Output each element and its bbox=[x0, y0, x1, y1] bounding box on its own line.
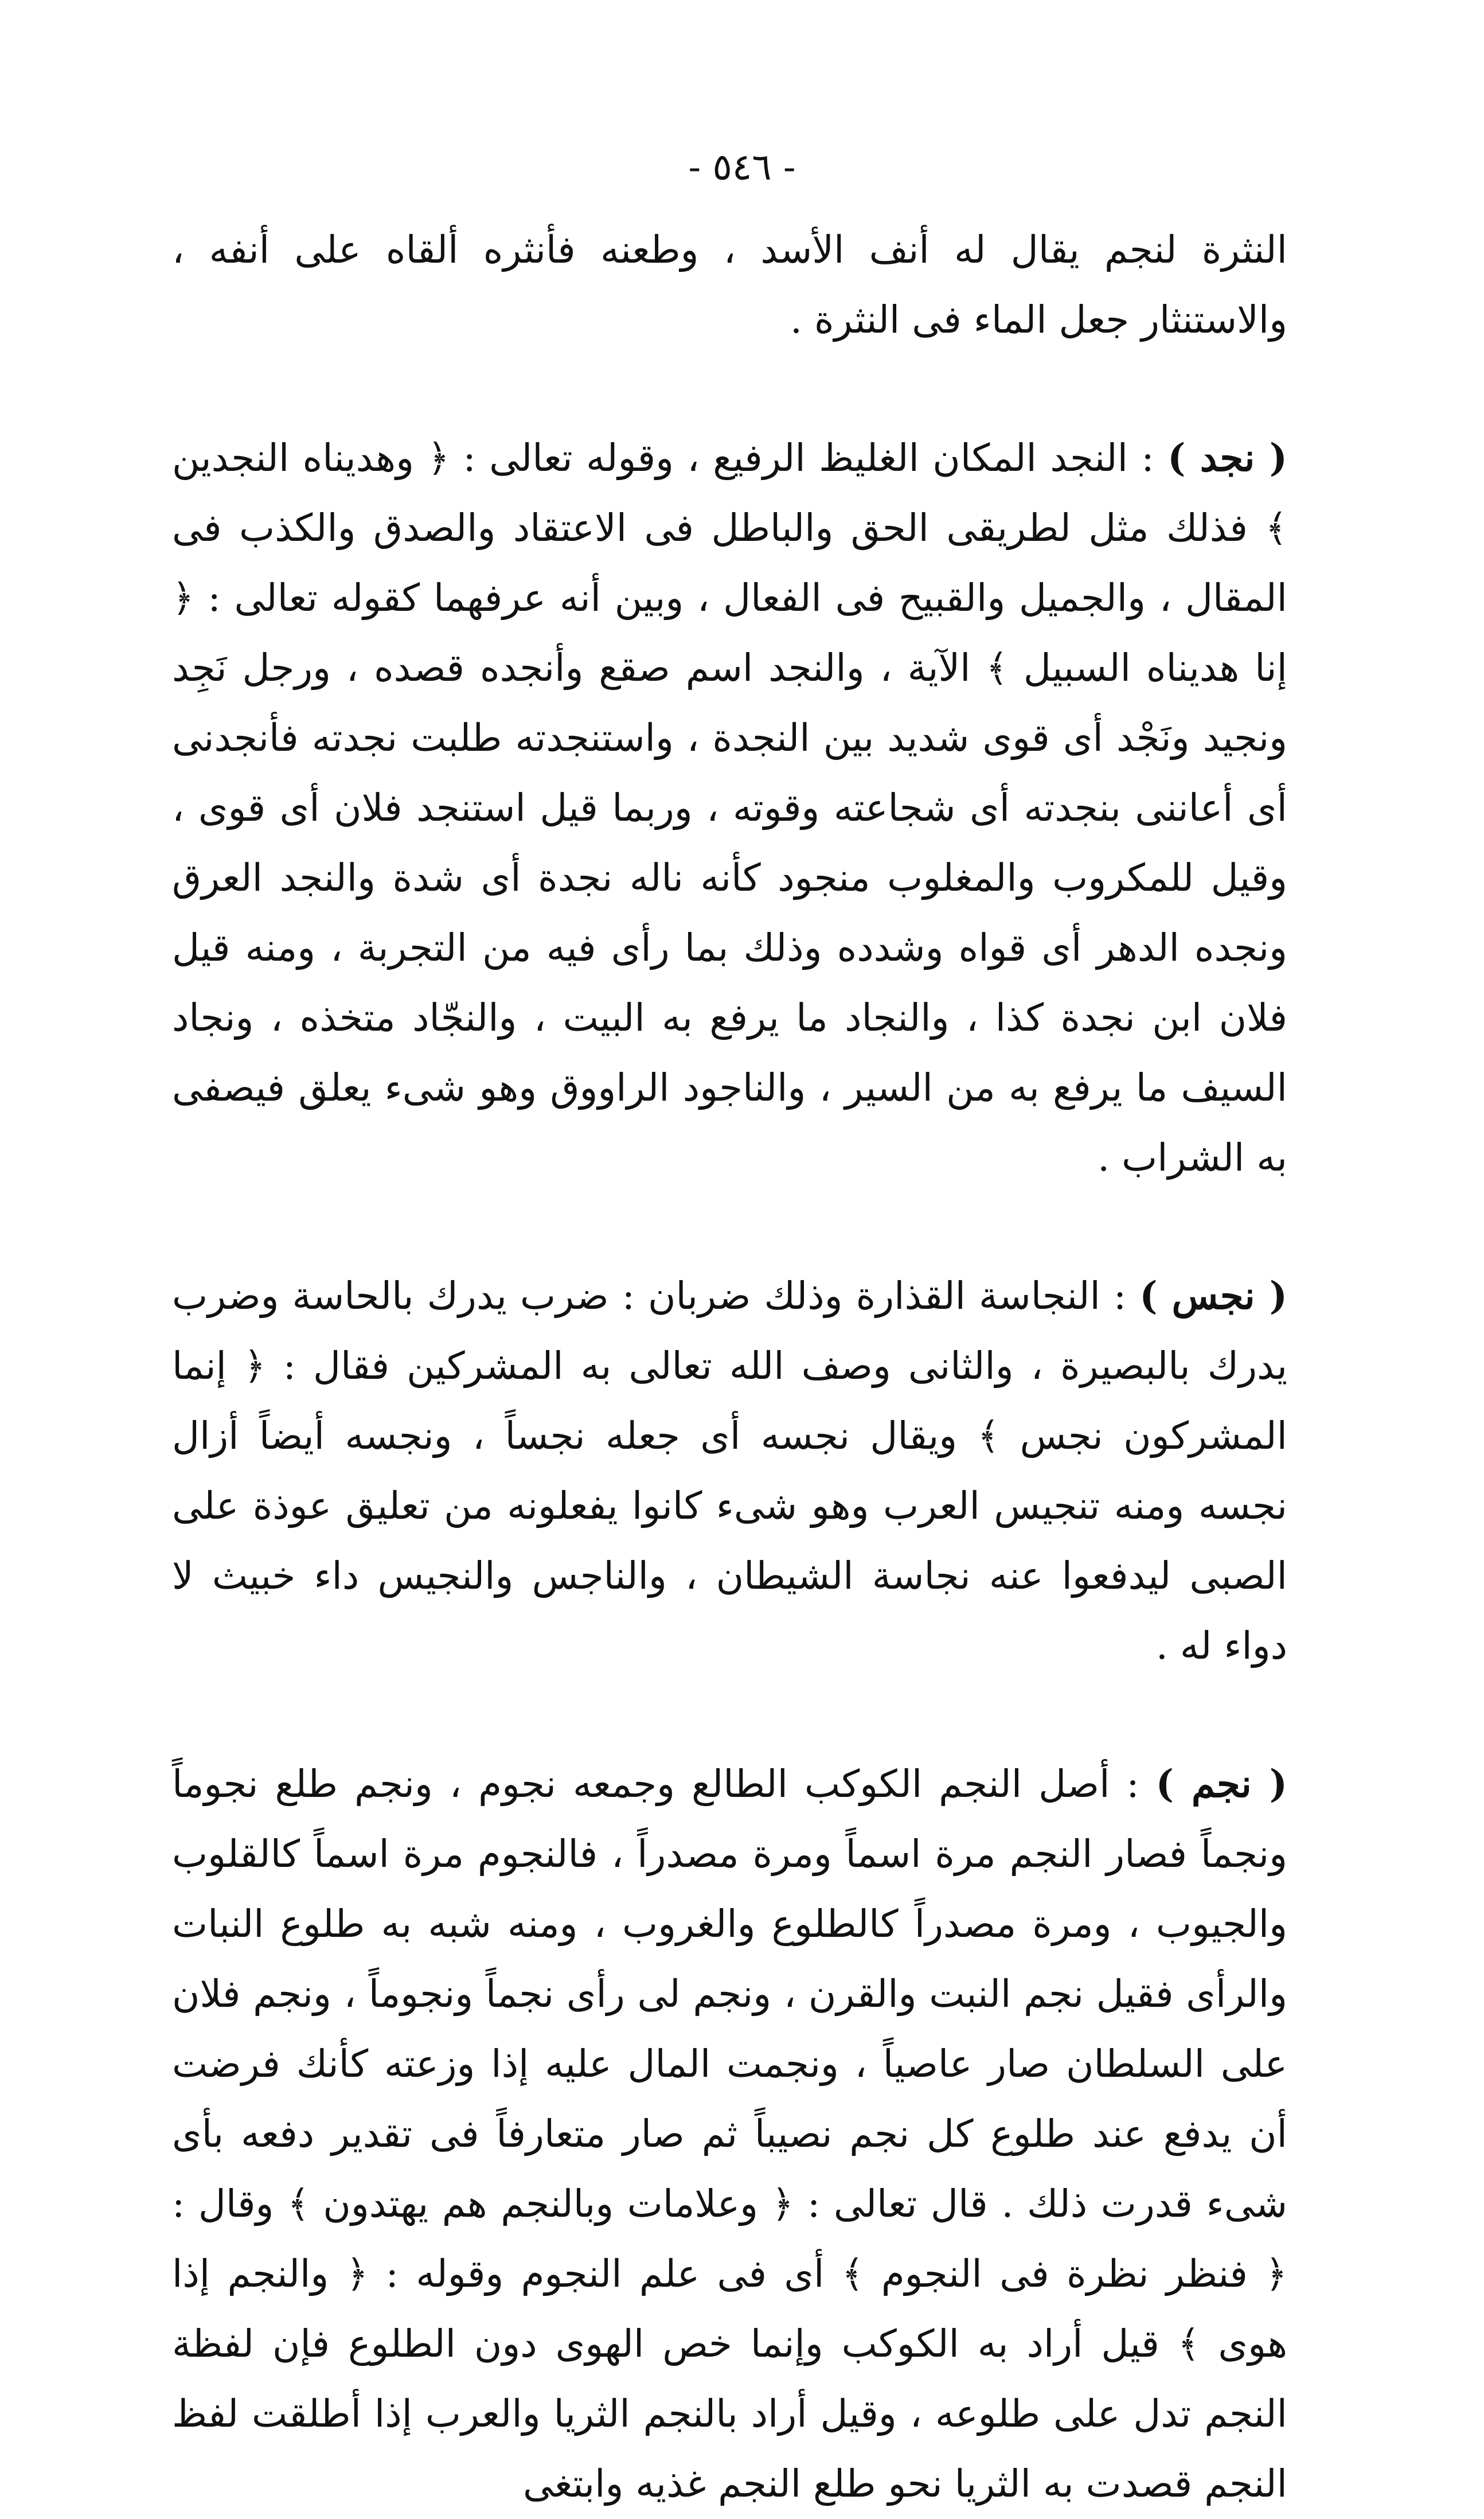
entry-text: : النجد المكان الغليظ الرفيع ، وقوله تعالى : ﴿ وهديناه النجدين ﴾ فذلك مثل لطريقى الحق والباطل فى الاعتقاد والصدق والكذب فى المقال ، والجميل والقبيح فى الفعال ، وبين أنه عرفهما كقوله تعالى : ﴿ إنا هديناه السبيل ﴾ الآية ، والنجد اسم صقع وأنجده قصده ، ورجل نَجِد ونجيد ونَجْد أى قوى شديد بين النجدة ، واستنجدته طلبت نجدته فأنجدنى أى أعاننى بنجدته أى شجاعته وقوته ، وربما قيل استنجد فلان أى قوى ، وقيل للمكروب والمغلوب منجود كأنه ناله نجدة أى شدة والنجد العرق ونجده الدهر أى قواه وشدده وذلك بما رأى فيه من التجربة ، ومنه قيل فلان ابن نجدة كذا ، والنجاد ما يرفع به البيت ، والنجّاد متخذه ، ونجاد السيف ما يرفع به من السير ، والناجود الراووق وهو شىء يعلق فيصفى به الشراب . bbox=[172, 436, 1287, 1180]
entry-text: : النجاسة القذارة وذلك ضربان : ضرب يدرك بالحاسة وضرب يدرك بالبصيرة ، والثانى وصف الله تعالى به المشركين فقال : ﴿ إنما المشركون نجس ﴾ ويقال نجسه أى جعله نجساً ، ونجسه أيضاً أزال نجسه ومنه تنجيس العرب وهو شىء كانوا يفعلونه من تعليق عوذة على الصبى ليدفعوا عنه نجاسة الشيطان ، والناجس والنجيس داء خبيث لا دواء له . bbox=[172, 1274, 1287, 1668]
entry-najas bbox=[172, 1261, 1287, 1681]
entry-text: : أصل النجم الكوكب الطالع وجمعه نجوم ، ونجم طلع نجوماً ونجماً فصار النجم مرة اسماً ومرة مصدراً ، فالنجوم مرة اسماً كالقلوب والجيوب ، ومرة مصدراً كالطلوع والغروب ، ومنه شبه به طلوع النبات والرأى فقيل نجم النبت والقرن ، ونجم لى رأى نجماً ونجوماً ، ونجم فلان على السلطان صار عاصياً ، ونجمت المال عليه إذا وزعته كأنك فرضت أن يدفع عند طلوع كل نجم نصيباً ثم صار متعارفاً فى تقدير دفعه بأى شىء قدرت ذلك . قال تعالى : ﴿ وعلامات وبالنجم هم يهتدون ﴾ وقال : ﴿ فنظر نظرة فى النجوم ﴾ أى فى علم النجوم وقوله : ﴿ والنجم إذا هوى ﴾ قيل أراد به الكوكب وإنما خص الهوى دون الطلوع فإن لفظة النجم تدل على طلوعه ، وقيل أراد بالنجم الثريا والعرب إذا أطلقت لفظ النجم قصدت به الثريا نحو طلع النجم غذيه وابتغى bbox=[172, 1762, 1288, 2506]
entry-najm bbox=[172, 1749, 1287, 2519]
entry-heading: ( نجد ) bbox=[1167, 435, 1288, 480]
entry-heading: ( نجم ) bbox=[1155, 1761, 1288, 1806]
page-body bbox=[172, 215, 1287, 2519]
paragraph-intro bbox=[172, 215, 1287, 355]
entry-heading: ( نجس ) bbox=[1139, 1273, 1288, 1318]
entry-najd bbox=[172, 423, 1287, 1193]
page-number: - ٥٤٦ - bbox=[688, 146, 796, 189]
paragraph-text: النثرة لنجم يقال له أنف الأسد ، وطعنه فأنثره ألقاه على أنفه ، والاستنثار جعل الماء فى النثرة . bbox=[172, 228, 1287, 342]
